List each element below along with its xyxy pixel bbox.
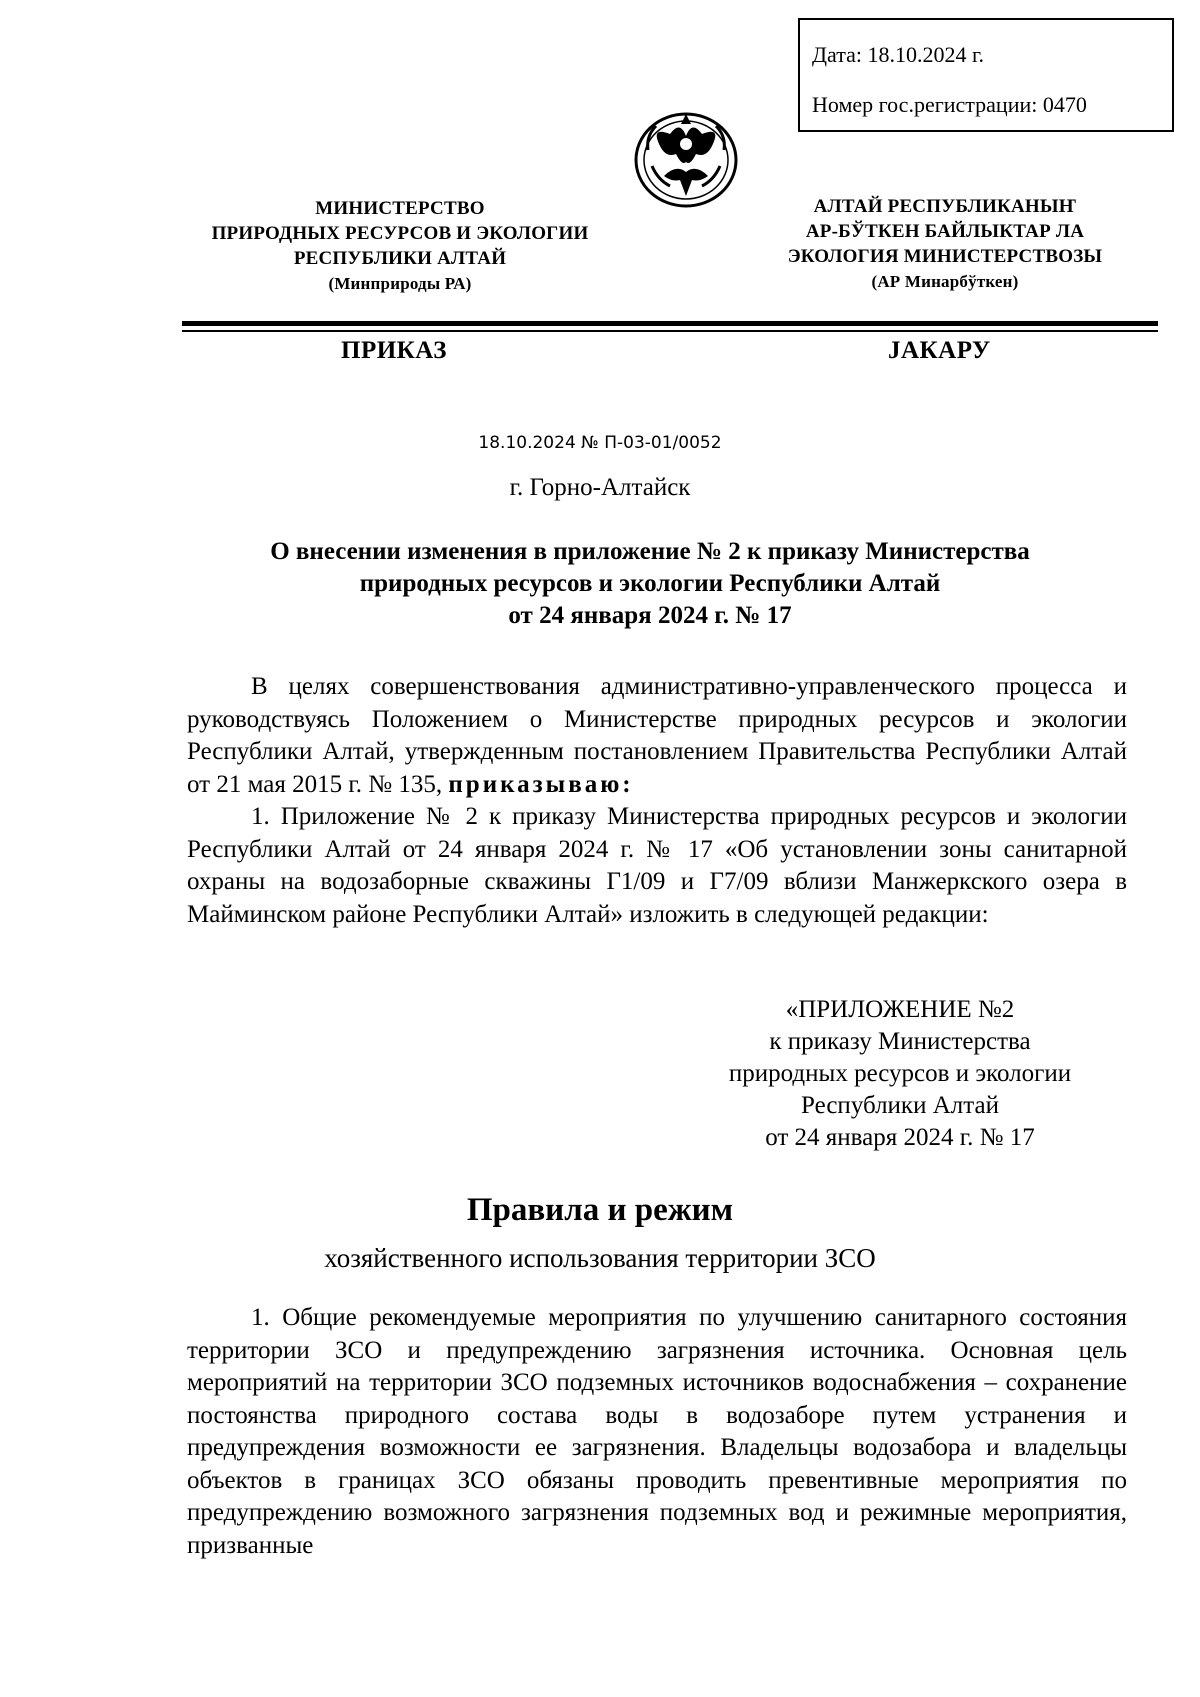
preamble-text: В целях совершенствования административно-управленческого процесса и руководствуясь Положением о Министерстве природных ресурсов и экологии Республики Алтай, утвержденным постановлением Правительства Республики Алтай от 21 мая 2015 г. № 135, (187, 673, 1127, 798)
appendix-line: к приказу Министерства (769, 1028, 1031, 1055)
rules-subtitle: хозяйственного использования территории ЗСО (324, 1243, 876, 1273)
ministry-name-ru-line: ПРИРОДНЫХ РЕСУРСОВ И ЭКОЛОГИИ (211, 223, 589, 244)
ministry-name-ru-line: РЕСПУБЛИКИ АЛТАЙ (293, 248, 507, 269)
doc-kind-ru: ПРИКАЗ (341, 337, 447, 364)
document-title-line: природных ресурсов и экологии Республики Алтай (359, 570, 941, 597)
preamble-paragraph (187, 671, 1127, 801)
order-number: 18.10.2024 № П-03-01/0052 (478, 433, 722, 453)
registration-date-value: 18.10.2024 г. (867, 42, 985, 67)
doc-kind-alt: ЈАКАРУ (888, 337, 991, 364)
header-rule-thin (182, 330, 1158, 332)
registration-date-label: Дата: (812, 42, 862, 67)
order-body (187, 671, 1127, 931)
ministry-abbr-ru: (Минприроды РА) (328, 274, 472, 293)
order-city: г. Горно-Алтайск (509, 474, 691, 501)
coat-of-arms-icon (630, 106, 742, 210)
ministry-name-alt-line: АР-БЎТКЕН БАЙЛЫКТАР ЛА (805, 221, 1085, 242)
registration-number-value: 0470 (1042, 92, 1087, 117)
document-title-line: от 24 января 2024 г. № 17 (508, 602, 792, 629)
appendix-line: Республики Алтай (801, 1092, 999, 1119)
ministry-abbr-alt: (АР Минарбўткен) (871, 272, 1019, 291)
registration-box (798, 18, 1174, 132)
registration-number (812, 94, 1087, 116)
rules-body (187, 1302, 1127, 1562)
document-title (200, 536, 1100, 632)
appendix-line: природных ресурсов и экологии (728, 1060, 1072, 1087)
ministry-name-alt-line: АЛТАЙ РЕСПУБЛИКАНЫҤ (813, 196, 1077, 217)
appendix-header (700, 994, 1100, 1154)
ministry-name-alt (760, 194, 1130, 294)
ministry-name-ru (190, 196, 610, 296)
rules-paragraph-1: 1. Общие рекомендуемые мероприятия по улучшению санитарного состояния территории ЗСО и предупреждению загрязнения источника. Основная цель мероприятий на территории ЗСО подземных источников водоснабжения – сохранение постоянства природного состава воды в водозаборе путем устранения и предупреждения возможности ее загрязнения. Владельцы водозабора и владельцы объектов в границах ЗСО обязаны проводить превентивные мероприятия по предупреждению возможного загрязнения подземных вод и режимные мероприятия, призванные (187, 1304, 1127, 1559)
appendix-line: от 24 января 2024 г. № 17 (765, 1124, 1035, 1151)
rules-title: Правила и режим (466, 1192, 734, 1228)
order-directive: приказываю: (448, 770, 634, 798)
ministry-name-alt-line: ЭКОЛОГИЯ МИНИСТЕРСТВОЗЫ (787, 246, 1103, 267)
header-rule-thick (182, 321, 1158, 326)
document-title-line: О внесении изменения в приложение № 2 к приказу Министерства (270, 538, 1030, 565)
appendix-line: «ПРИЛОЖЕНИЕ №2 (785, 996, 1015, 1023)
registration-number-label: Номер гос.регистрации: (812, 92, 1038, 117)
order-item-1: 1. Приложение № 2 к приказу Министерства природных ресурсов и экологии Республики Алтай от 24 января 2024 г. № 17 «Об установлении зоны санитарной охраны на водозаборные скважины Г1/09 и Г7/09 вблизи Манжеркского озера в Майминском районе Республики Алтай» изложить в следующей редакции: (187, 803, 1127, 928)
registration-date (812, 44, 984, 66)
ministry-name-ru-line: МИНИСТЕРСТВО (315, 198, 485, 219)
